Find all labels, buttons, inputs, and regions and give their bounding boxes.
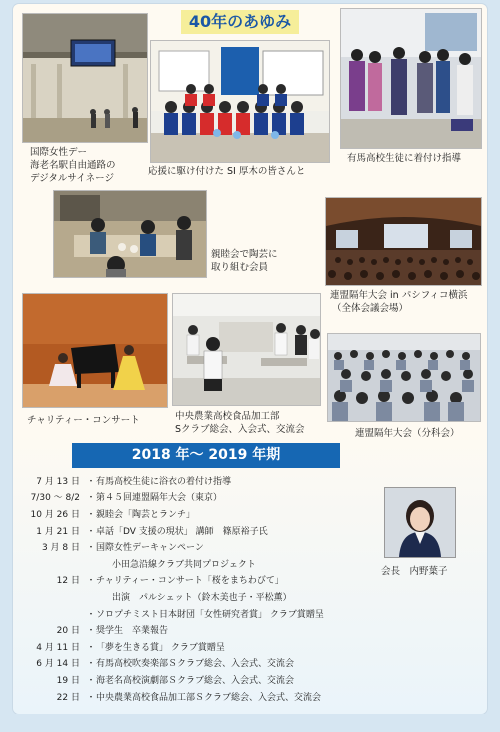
timeline-desc: 第４５回連盟隔年大会（東京） <box>96 493 223 504</box>
caption-food-processing-club <box>175 410 305 436</box>
timeline-desc: 中央農業高校食品加工部Ｓクラブ総会、入会式、交流会 <box>96 692 322 703</box>
caption-line: 取り組む会員 <box>211 262 269 273</box>
timeline-bullet: ・ <box>86 509 96 520</box>
timeline-date: 20 日 <box>56 626 80 637</box>
section-title: 2018 年～ 2019 年期 <box>131 447 281 463</box>
timeline-row <box>22 655 382 672</box>
timeline-bullet: ・ <box>86 526 96 537</box>
photo-food-processing-club <box>172 293 321 406</box>
timeline-desc: ソロプチミスト日本財団「女性研究者賞」 クラブ賞贈呈 <box>96 609 324 620</box>
caption-kimono-dressing: 有馬高校生徒に着付け指導 <box>347 153 462 164</box>
caption-charity-concert: チャリティー・コンサート <box>27 415 140 426</box>
timeline-desc: 小田急沿線クラブ共同プロジェクト <box>112 559 256 570</box>
timeline-desc: 「夢を生きる賞」 クラブ賞贈呈 <box>96 642 225 653</box>
timeline-row <box>22 688 382 705</box>
timeline-bullet: ・ <box>86 609 96 620</box>
timeline-row <box>22 555 382 572</box>
president-caption: 会長 内野葉子 <box>381 566 448 577</box>
timeline-desc: チャリティー・コンサート「桜をまちわびて」 <box>96 576 284 587</box>
timeline-desc: 出演 パルシェット（鈴木美也子・平松薫） <box>112 592 292 603</box>
timeline-desc: 有馬高校生徒に浴衣の着付け指導 <box>96 476 232 487</box>
page-title: 40年のあゆみ <box>188 12 292 31</box>
timeline-desc: 国際女性デーキャンペーン <box>96 543 204 554</box>
timeline-bullet: ・ <box>86 659 96 670</box>
timeline-bullet: ・ <box>86 543 96 554</box>
timeline-date: 6 月 14 日 <box>36 659 80 670</box>
caption-line: 連盟隔年大会 in パシフィコ横浜 <box>330 290 468 301</box>
timeline-date: 19 日 <box>56 675 80 686</box>
timeline-bullet: ・ <box>86 675 96 686</box>
timeline-date: 4 月 11 日 <box>36 642 80 653</box>
caption-line: Sクラブ総会、入会式、交流会 <box>175 424 305 435</box>
timeline-row <box>22 588 382 605</box>
caption-digital-signage <box>30 146 116 185</box>
caption-line: 海老名駅自由通路の <box>30 160 116 171</box>
timeline-bullet: ・ <box>86 493 96 504</box>
timeline-row <box>22 472 382 489</box>
timeline-bullet: ・ <box>86 626 96 637</box>
timeline-date: 1 月 21 日 <box>36 526 80 537</box>
timeline-desc: 親睦会「陶芸とランチ」 <box>96 509 196 520</box>
caption-pacifico-yokohama <box>330 289 467 315</box>
timeline-date: 3 月 8 日 <box>41 543 80 554</box>
timeline-bullet: ・ <box>86 576 96 587</box>
timeline-date: 12 日 <box>56 576 80 587</box>
timeline-desc: 有馬高校吹奏楽部Ｓクラブ総会、入会式、交流会 <box>96 659 295 670</box>
timeline-date: 7 月 13 日 <box>36 476 80 487</box>
caption-line: （全体会議会場） <box>332 303 409 314</box>
timeline-desc: 奨学生 卒業報告 <box>96 626 169 637</box>
timeline-row <box>22 489 382 506</box>
photo-digital-signage <box>22 13 148 143</box>
timeline-row <box>22 605 382 622</box>
timeline-row <box>22 638 382 655</box>
photo-charity-concert <box>22 293 168 408</box>
photo-si-atsugi-group <box>150 40 330 163</box>
timeline-row <box>22 538 382 555</box>
caption-si-atsugi-group: 応援に駆け付けた SI 厚木の皆さんと <box>148 166 306 177</box>
timeline-row <box>22 671 382 688</box>
timeline-row <box>22 505 382 522</box>
page-bottom-strip <box>0 714 500 732</box>
timeline <box>22 472 382 704</box>
caption-line: 国際女性デー <box>30 147 88 158</box>
caption-line: 中央農業高校食品加工部 <box>175 411 280 422</box>
photo-pacifico-yokohama <box>325 197 482 286</box>
timeline-row <box>22 572 382 589</box>
caption-line: 親睦会で陶芸に <box>211 249 278 260</box>
timeline-row <box>22 621 382 638</box>
timeline-bullet: ・ <box>86 642 96 653</box>
caption-pottery <box>211 248 278 274</box>
photo-pottery <box>53 190 207 278</box>
timeline-desc: 卓話「DV 支援の現状」 講師 篠原裕子氏 <box>96 526 268 537</box>
caption-line: デジタルサイネージ <box>30 173 114 184</box>
timeline-row <box>22 522 382 539</box>
timeline-bullet: ・ <box>86 476 96 487</box>
photo-sectional-meeting <box>327 333 481 422</box>
caption-sectional-meeting: 連盟隔年大会（分科会） <box>355 428 460 439</box>
timeline-desc: 海老名高校演劇部Ｓクラブ総会、入会式、交流会 <box>96 675 295 686</box>
photo-kimono-dressing <box>340 8 482 149</box>
timeline-date: 22 日 <box>56 692 80 703</box>
timeline-date: 10 月 26 日 <box>30 509 80 520</box>
timeline-date: 7/30 ～ 8/2 <box>30 493 80 504</box>
timeline-bullet: ・ <box>86 692 96 703</box>
president-portrait <box>384 487 456 558</box>
